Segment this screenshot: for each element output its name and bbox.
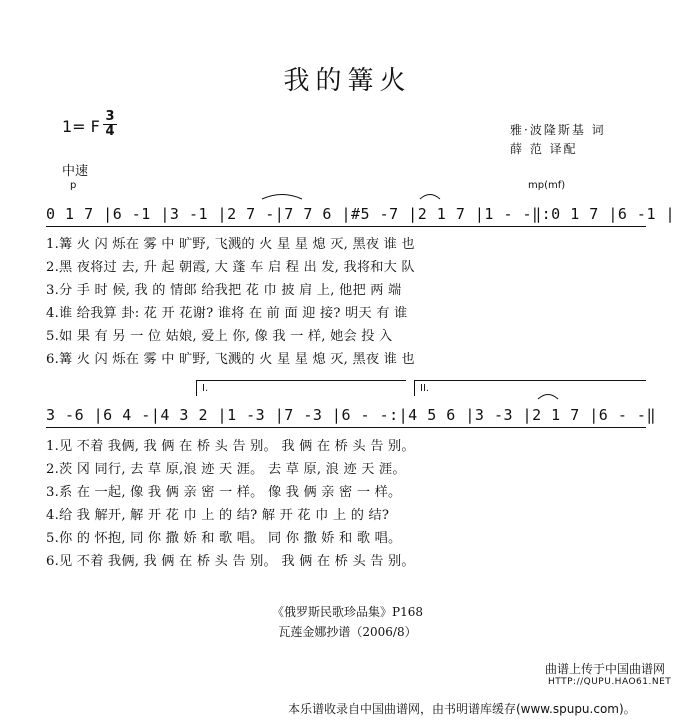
time-signature-top: 3	[105, 109, 115, 124]
staff-1-lyric-4: 4.谁 给我算 卦: 花 开 花谢? 谁将 在 前 面 迎 接? 明天 有 谁	[46, 306, 408, 321]
volta-1-label: I.	[202, 383, 209, 394]
key-signature: 1= F	[62, 117, 100, 136]
volta-1-hook	[196, 380, 197, 396]
time-signature-bottom: 4	[103, 124, 117, 139]
translator-credit: 薛 范 译配	[510, 142, 578, 156]
staff-1-lyric-3: 3.分 手 时 候, 我 的 情郎 给我把 花 巾 披 肩 上, 他把 两 端	[46, 283, 402, 298]
page-title: 我的篝火	[283, 66, 412, 96]
tempo-marking: 中速	[62, 164, 89, 179]
lyricist-credit: 雅·波隆斯基 词	[510, 123, 606, 137]
staff-1-rule	[46, 226, 646, 227]
watermark-line-2: HTTP://QUPU.HAO61.NET	[548, 677, 672, 687]
watermark-line-1: 曲谱上传于中国曲谱网	[545, 662, 666, 676]
staff-1-notes: 0 1 7 |6 -1 |3 -1 |2 7 -|7 7 6 |#5 -7 |2 1 7 |1 - -‖:0 1 7 |6 -1 |	[46, 205, 676, 223]
footer-notice[interactable]: 本乐谱收录自中国曲谱网，由书明谱库缓存(www.spupu.com)。	[288, 702, 636, 716]
staff-2-lyric-3: 3.系 在 一起, 像 我 俩 亲 密 一 样。 像 我 俩 亲 密 一 样。	[46, 485, 402, 500]
staff-2-lyric-2: 2.茨 冈 同行, 去 草 原,浪 迹 天 涯。 去 草 原, 浪 迹 天 涯。	[46, 462, 406, 477]
staff-1-lyric-5: 5.如 果 有 另 一 位 姑娘, 爱上 你, 像 我 一 样, 她会 投 入	[46, 329, 393, 344]
volta-2-line	[414, 380, 646, 381]
staff-1-lyric-6: 6.篝 火 闪 烁在 雾 中 旷野, 飞溅的 火 星 星 熄 灭, 黑夜 谁 也	[46, 352, 415, 367]
source-transcriber: 瓦莲金娜抄谱（2006/8）	[278, 625, 417, 639]
staff-2-rule	[46, 427, 646, 428]
dynamic-start: p	[70, 180, 77, 191]
staff-2-lyric-4: 4.给 我 解开, 解 开 花 巾 上 的 结? 解 开 花 巾 上 的 结?	[46, 508, 390, 523]
staff-2-lyric-6: 6.见 不着 我俩, 我 俩 在 桥 头 告 别。 我 俩 在 桥 头 告 别。	[46, 554, 415, 569]
staff-2-notes: 3 -6 |6 4 -|4 3 2 |1 -3 |7 -3 |6 - -:|4 5 6 |3 -3 |2 1 7 |6 - -‖	[46, 406, 656, 424]
volta-2-label: II.	[420, 383, 430, 394]
volta-1-line	[196, 380, 406, 381]
staff-1-lyric-2: 2.黑 夜将过 去, 升 起 朝霞, 大 蓬 车 启 程 出 发, 我将和大 队	[46, 260, 415, 275]
staff-1-lyric-1: 1.篝 火 闪 烁在 雾 中 旷野, 飞溅的 火 星 星 熄 灭, 黑夜 谁 也	[46, 237, 415, 252]
staff-2-lyric-1: 1.见 不着 我俩, 我 俩 在 桥 头 告 别。 我 俩 在 桥 头 告 别。	[46, 439, 415, 454]
volta-2-hook	[414, 380, 415, 396]
staff-2-lyric-5: 5.你 的 怀抱, 同 你 撒 娇 和 歌 唱。 同 你 撒 娇 和 歌 唱。	[46, 531, 402, 546]
source-book: 《俄罗斯民歌珍品集》P168	[272, 605, 423, 619]
dynamic-middle: mp(mf)	[528, 180, 566, 191]
